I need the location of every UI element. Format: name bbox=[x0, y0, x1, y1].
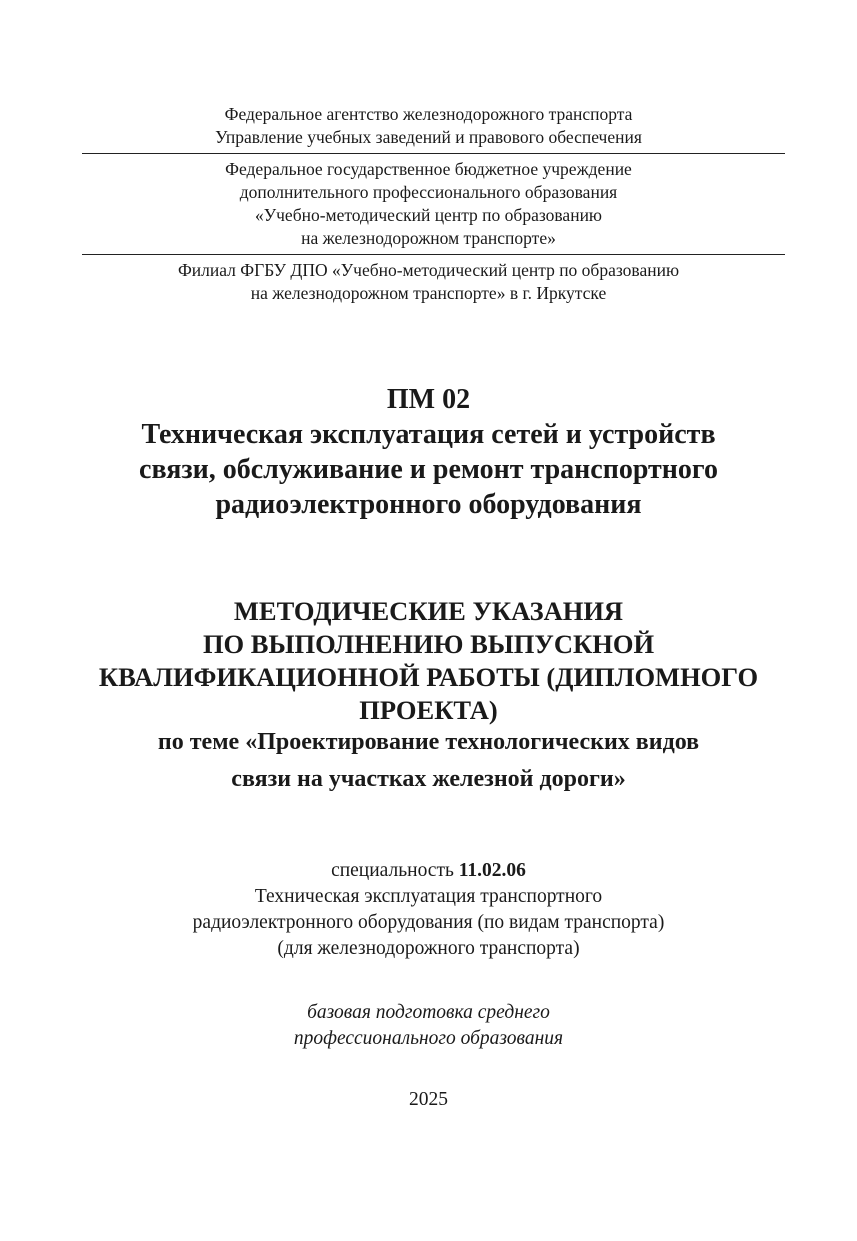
header-divider bbox=[82, 254, 785, 255]
branch-line: на железнодорожном транспорте» в г. Иркутске bbox=[250, 283, 607, 303]
institution-line: на железнодорожном транспорте» bbox=[301, 228, 556, 248]
agency-line: Управление учебных заведений и правового обеспечения bbox=[215, 127, 642, 147]
institution-line: «Учебно-методический центр по образованию bbox=[254, 205, 603, 225]
institution-header bbox=[0, 158, 857, 250]
branch-line: Филиал ФГБУ ДПО «Учебно-методический центр по образованию bbox=[177, 260, 680, 280]
education-level bbox=[0, 1000, 857, 1052]
specialty-code-line bbox=[0, 858, 857, 884]
specialty-label: специальность bbox=[331, 860, 459, 881]
document-title-line: КВАЛИФИКАЦИОННОЙ РАБОТЫ (ДИПЛОМНОГО bbox=[98, 662, 759, 692]
module-title-line: Техническая эксплуатация сетей и устройств bbox=[141, 419, 716, 450]
module-title bbox=[0, 382, 857, 522]
module-code: ПМ 02 bbox=[386, 384, 471, 415]
institution-line: Федеральное государственное бюджетное учреждение bbox=[225, 159, 632, 179]
module-title-line: радиоэлектронного оборудования bbox=[215, 489, 642, 520]
specialty-line: (для железнодорожного транспорта) bbox=[277, 938, 580, 959]
module-title-line: связи, обслуживание и ремонт транспортного bbox=[139, 454, 718, 485]
header-divider bbox=[82, 153, 785, 154]
specialty-line: Техническая эксплуатация транспортного bbox=[254, 886, 603, 907]
document-title-line: МЕТОДИЧЕСКИЕ УКАЗАНИЯ bbox=[233, 596, 624, 626]
topic-line: по теме «Проектирование технологических видов bbox=[157, 729, 700, 755]
specialty bbox=[0, 858, 857, 962]
document-title-line: ПО ВЫПОЛНЕНИЮ ВЫПУСКНОЙ bbox=[202, 629, 655, 659]
topic bbox=[0, 724, 857, 798]
institution-line: дополнительного профессионального образования bbox=[239, 182, 618, 202]
document-title bbox=[0, 595, 857, 727]
specialty-line: радиоэлектронного оборудования (по видам транспорта) bbox=[192, 912, 665, 933]
education-line: профессионального образования bbox=[293, 1028, 564, 1049]
agency-line: Федеральное агентство железнодорожного транспорта bbox=[224, 104, 633, 124]
topic-line: связи на участках железной дороги» bbox=[231, 766, 626, 792]
publication-year: 2025 bbox=[409, 1089, 448, 1110]
branch-header bbox=[0, 259, 857, 305]
specialty-code: 11.02.06 bbox=[458, 860, 526, 881]
document-title-line: ПРОЕКТА) bbox=[359, 695, 498, 725]
education-line: базовая подготовка среднего bbox=[307, 1002, 550, 1023]
agency-header bbox=[0, 103, 857, 149]
